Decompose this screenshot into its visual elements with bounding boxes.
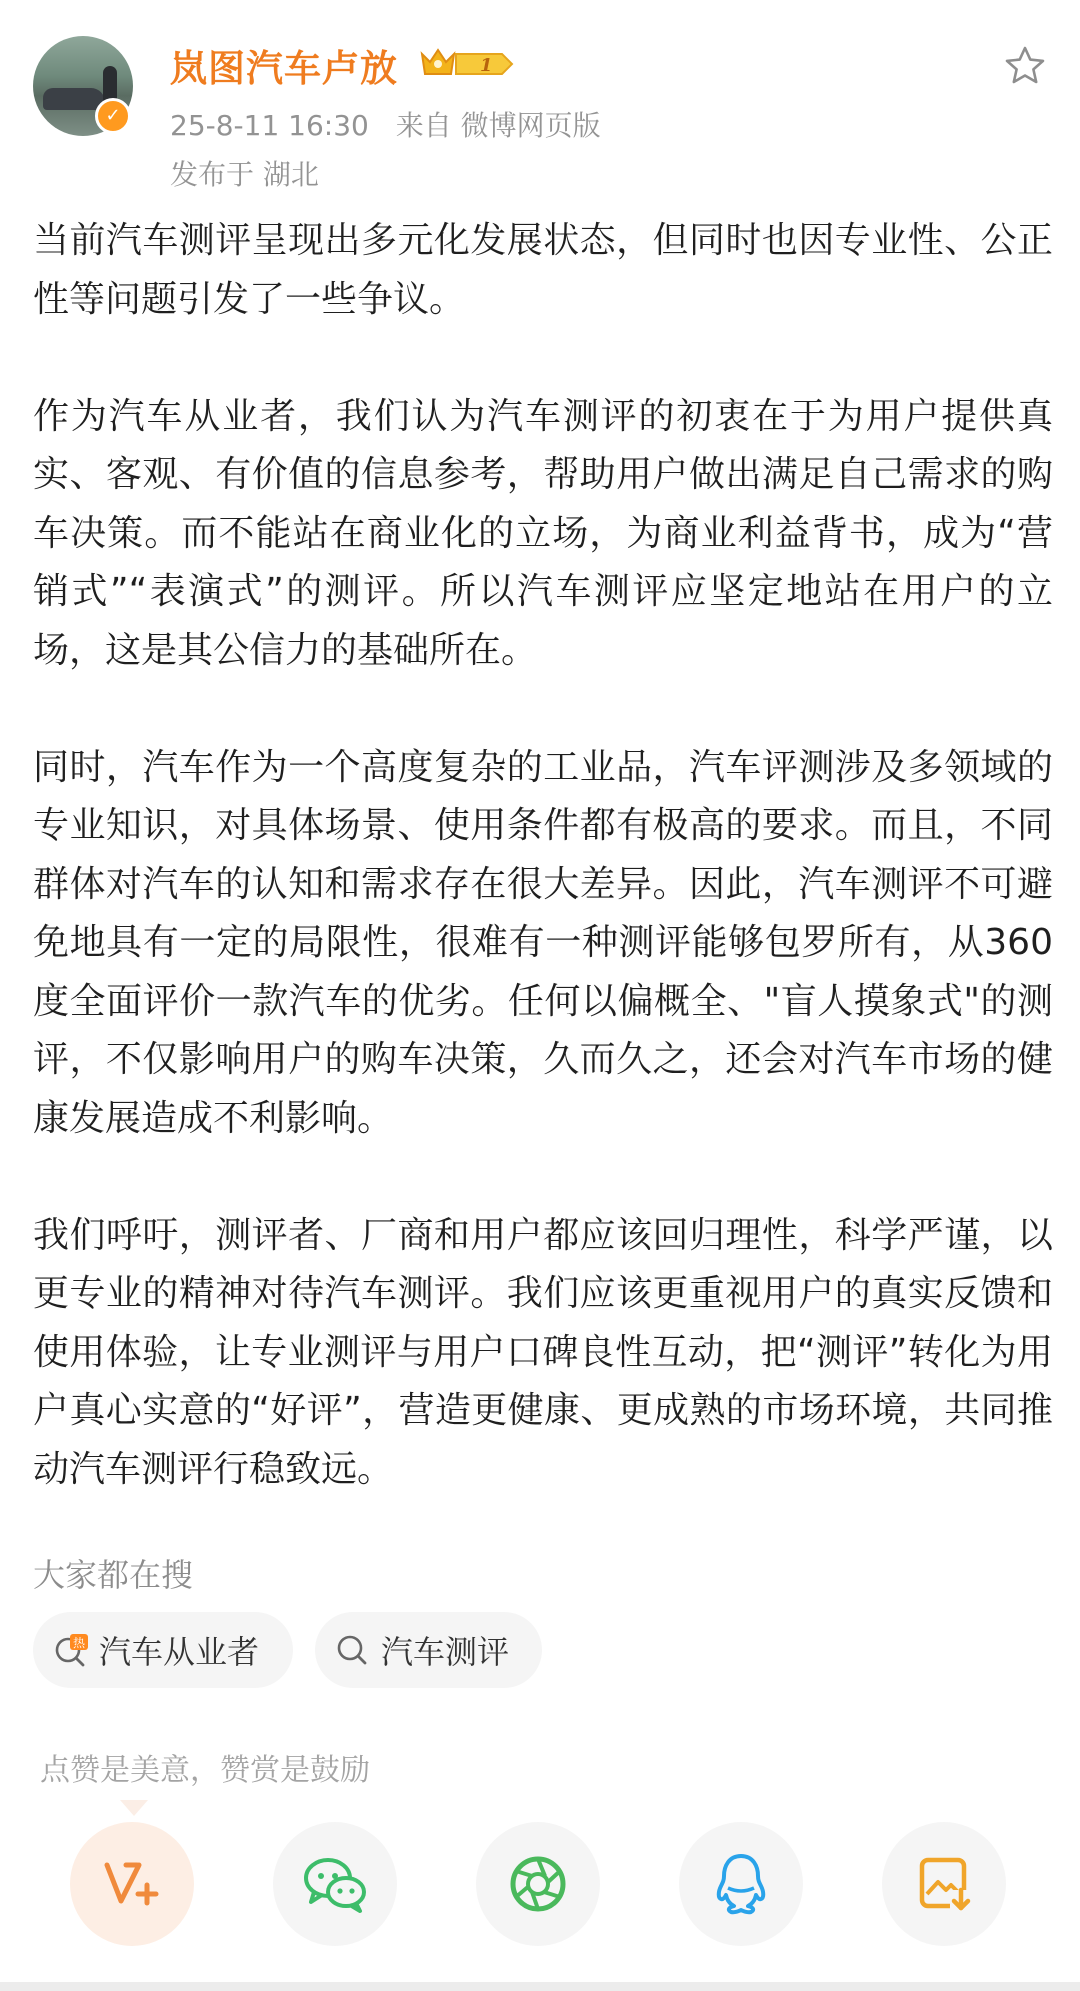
vip-crown-badge-icon[interactable] <box>418 44 516 84</box>
reward-v-plus-icon <box>101 1853 163 1915</box>
avatar[interactable] <box>33 36 133 136</box>
qq-icon <box>713 1852 769 1916</box>
search-icon <box>335 1632 371 1668</box>
reward-hint-pointer <box>120 1800 148 1816</box>
post-meta <box>170 104 619 144</box>
post-source[interactable]: 来自 微博网页版 <box>395 109 601 142</box>
search-chip-label: 汽车测评 <box>381 1633 510 1671</box>
svg-text:热: 热 <box>72 1636 86 1650</box>
post-timestamp: 25-8-11 16:30 <box>170 109 369 142</box>
wechat-icon <box>302 1854 368 1914</box>
post-paragraph: 同时，汽车作为一个高度复杂的工业品，汽车评测涉及多领域的专业知识，对具体场景、使用条件都有极高的要求。而且，不同群体对汽车的认知和需求存在很大差异。因此，汽车测评不可避免地具有一定的局限性，很难有一种测评能够包罗所有，从360度全面评价一款汽车的优劣。任何以偏概全、"盲人摸象式"的测评，不仅影响用户的购车决策，久而久之，还会对汽车市场的健康发展造成不利影响。 <box>33 746 1053 1139</box>
avatar-car-shape <box>43 88 105 110</box>
trending-search-title: 大家都在搜 <box>33 1556 194 1594</box>
post-paragraph: 作为汽车从业者，我们认为汽车测评的初衷在于为用户提供真实、客观、有价值的信息参考，帮助用户做出满足自己需求的购车决策。而不能站在商业化的立场，为商业利益背书，成为“营销式”“表演式”的测评。所以汽车测评应坚定地站在用户的立场，这是其公信力的基础所在。 <box>33 395 1053 671</box>
favorite-star-icon[interactable] <box>1003 44 1047 88</box>
post-paragraph: 我们呼吁，测评者、厂商和用户都应该回归理性，科学严谨，以更专业的精神对待汽车测评。我们应该更重视用户的真实反馈和使用体验，让专业测评与用户口碑良性互动，把“测评”转化为用户真心实意的“好评”，营造更健康、更成熟的市场环境，共同推动汽车测评行稳致远。 <box>33 1214 1053 1490</box>
post-location: 发布于 湖北 <box>170 158 319 191</box>
hot-search-icon <box>53 1632 89 1668</box>
share-qq-button[interactable] <box>679 1822 803 1946</box>
post-content <box>33 212 1053 1558</box>
share-moments-button[interactable] <box>476 1822 600 1946</box>
moments-icon <box>507 1853 569 1915</box>
search-chip[interactable] <box>315 1612 542 1688</box>
bottom-divider <box>0 1982 1080 1991</box>
search-chip-hot[interactable] <box>33 1612 293 1688</box>
save-image-icon <box>914 1854 974 1914</box>
reward-button[interactable] <box>70 1822 194 1946</box>
author-name[interactable]: 岚图汽车卢放 <box>170 47 398 90</box>
reward-hint: 点赞是美意，赞赏是鼓励 <box>40 1753 370 1788</box>
share-wechat-button[interactable] <box>273 1822 397 1946</box>
verified-badge-icon: ✓ <box>95 98 131 134</box>
vip-level: 1 <box>480 55 493 76</box>
post-paragraph: 当前汽车测评呈现出多元化发展状态，但同时也因专业性、公正性等问题引发了一些争议。 <box>33 220 1053 320</box>
search-chip-label: 汽车从业者 <box>99 1633 260 1671</box>
save-image-button[interactable] <box>882 1822 1006 1946</box>
